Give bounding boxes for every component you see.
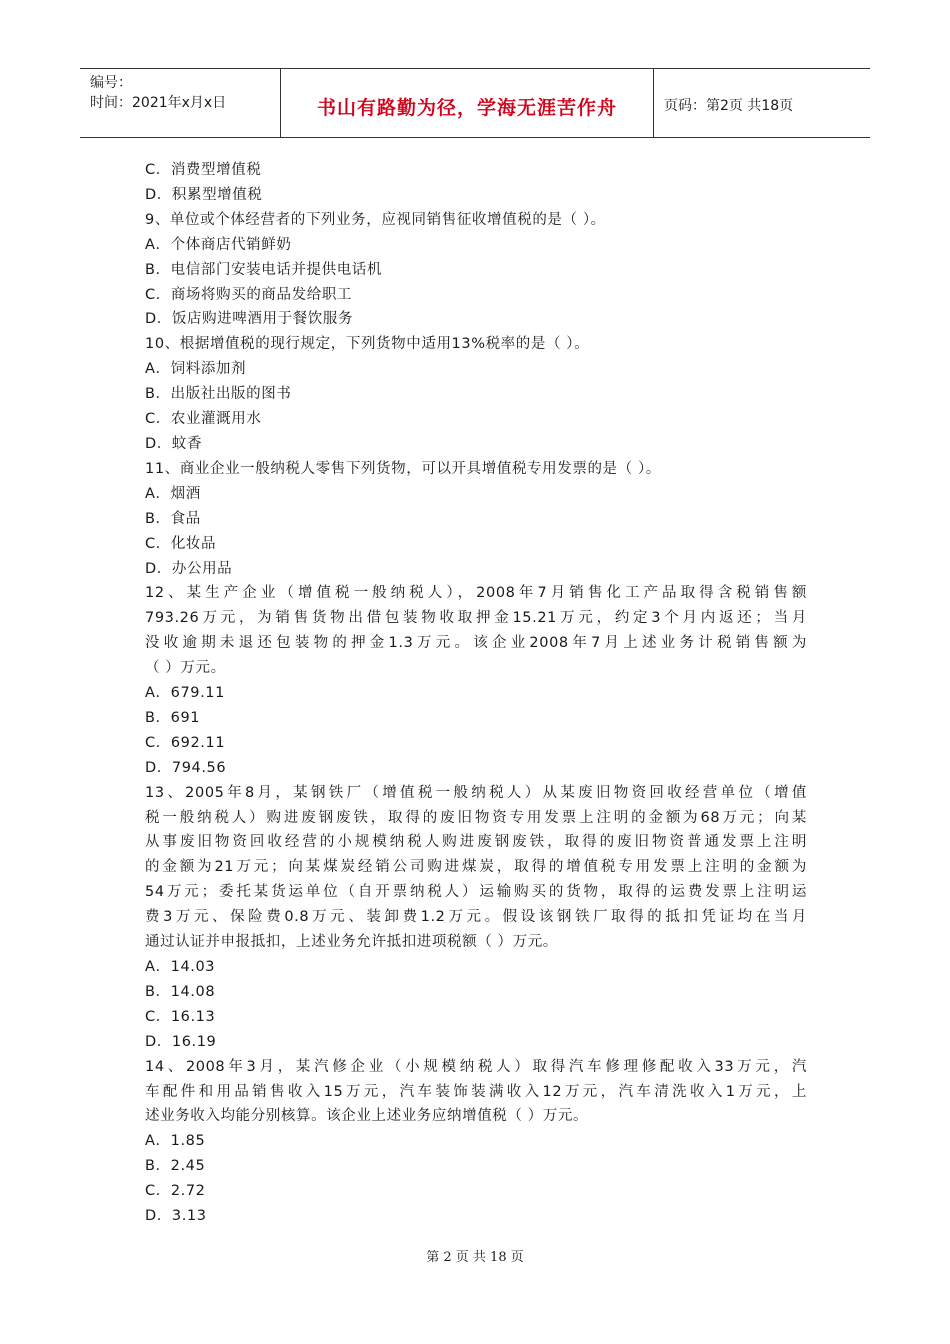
document-number-label: 编号： [90, 75, 132, 91]
text-line: B．691 [145, 709, 201, 726]
text-line: C．2.72 [145, 1183, 206, 1200]
header-page-cell [654, 69, 870, 137]
text-line: D．饭店购进啤酒用于餐饮服务 [145, 311, 354, 328]
text-line: 14、2008年3月，某汽修企业（小规模纳税人）取得汽车修理修配收入33万元，汽 [145, 1058, 807, 1075]
text-line: D．16.19 [145, 1033, 217, 1050]
text-line: 述业务收入均能分别核算。该企业上述业务应纳增值税（ ）万元。 [145, 1108, 589, 1125]
text-line: D．积累型增值税 [145, 186, 263, 203]
text-line: B．出版社出版的图书 [145, 386, 292, 403]
text-line: B．电信部门安装电话并提供电话机 [145, 261, 383, 278]
text-line: A．个体商店代销鲜奶 [145, 236, 292, 253]
text-line: 54万元；委托某货运单位（自开票纳税人）运输购买的货物，取得的运费发票上注明运 [145, 884, 807, 901]
header-motto: 书山有路勤为径，学海无涯苦作舟 [316, 97, 617, 119]
page-footer: 第 2 页 共 18 页 [426, 1250, 524, 1265]
text-line: （ ）万元。 [145, 660, 226, 677]
text-line: A．679.11 [145, 685, 225, 702]
text-line: D．3.13 [145, 1208, 207, 1225]
text-line: B．食品 [145, 510, 201, 527]
text-line: D．蚊香 [145, 435, 203, 452]
text-line: 11、商业企业一般纳税人零售下列货物，可以开具增值税专用发票的是（ ）。 [145, 460, 661, 477]
text-line: D．794.56 [145, 759, 227, 776]
text-line: 10、根据增值税的现行规定，下列货物中适用13%税率的是（ ）。 [145, 336, 590, 353]
text-line: 793.26万元，为销售货物出借包装物收取押金15.21万元，约定3个月内返还；当月 [145, 610, 807, 627]
header-motto-cell [281, 69, 654, 137]
text-line: C．692.11 [145, 734, 226, 751]
text-line: B．2.45 [145, 1158, 206, 1175]
text-line: C．商场将购买的商品发给职工 [145, 286, 353, 303]
text-line: 费3万元、保险费0.8万元、装卸费1.2万元。假设该钢铁厂取得的抵扣凭证均在当月 [145, 909, 807, 926]
text-line: 车配件和用品销售收入15万元，汽车装饰装满收入12万元，汽车清洗收入1万元，上 [145, 1083, 807, 1100]
text-line: C．化妆品 [145, 535, 217, 552]
text-line: 通过认证并申报抵扣，上述业务允许抵扣进项税额（ ）万元。 [145, 934, 558, 951]
header-page-info: 页码：第2页 共18页 [664, 98, 794, 114]
text-line: 税一般纳税人）购进废钢废铁，取得的废旧物资专用发票上注明的金额为68万元；向某 [145, 809, 807, 826]
text-line: B．14.08 [145, 983, 216, 1000]
text-line: 的金额为21万元；向某煤炭经销公司购进煤炭，取得的增值税专用发票上注明的金额为 [145, 859, 807, 876]
text-line: 13、2005年8月，某钢铁厂（增值税一般纳税人）从某废旧物资回收经营单位（增值 [145, 784, 807, 801]
text-line: A．1.85 [145, 1133, 206, 1150]
text-line: C．农业灌溉用水 [145, 411, 262, 428]
text-line: C．消费型增值税 [145, 162, 262, 178]
text-line: A．14.03 [145, 959, 216, 975]
text-line: A．烟酒 [145, 485, 201, 502]
text-line: 12、某生产企业（增值税一般纳税人），2008年7月销售化工产品取得含税销售额 [145, 585, 807, 602]
text-line: C．16.13 [145, 1008, 216, 1025]
text-line: 没收逾期未退还包装物的押金1.3万元。该企业2008年7月上述业务计税销售额为 [145, 635, 807, 652]
text-line: A．饲料添加剂 [145, 361, 247, 378]
document-body [145, 158, 807, 1229]
text-line: 9、单位或个体经营者的下列业务，应视同销售征收增值税的是（ ）。 [145, 211, 606, 228]
header-meta-cell [80, 69, 281, 137]
text-line: D．办公用品 [145, 560, 233, 577]
page-header [80, 68, 870, 138]
document-date-label: 时间：2021年x月x日 [90, 95, 227, 111]
text-line: 从事废旧物资回收经营的小规模纳税人购进废钢废铁，取得的废旧物资普通发票上注明 [145, 834, 807, 851]
